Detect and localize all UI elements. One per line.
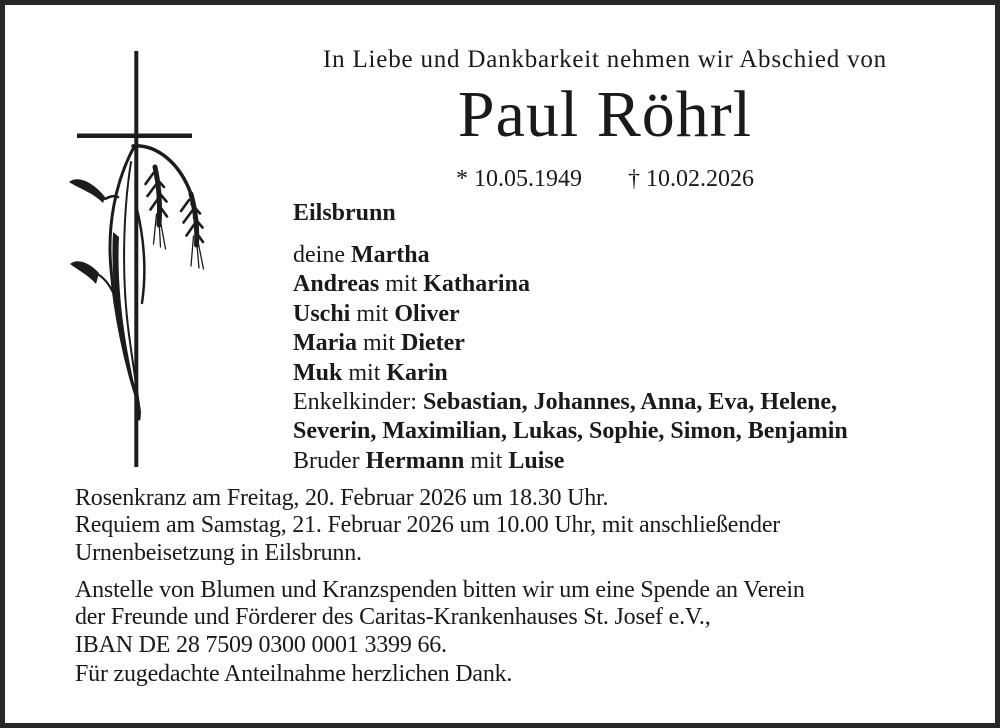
mourner-name: Hermann	[365, 447, 465, 474]
mourner-line	[293, 417, 848, 446]
mourner-connector: mit	[379, 271, 424, 298]
cross-icon	[77, 51, 192, 467]
donation-line: IBAN DE 28 7509 0300 0001 3399 66.	[75, 631, 447, 658]
mourner-connector: mit	[464, 447, 509, 474]
schedule-line: Rosenkranz am Freitag, 20. Februar 2026 um 18.30 Uhr.	[75, 485, 609, 511]
mourner-line	[293, 359, 848, 388]
life-dates	[285, 166, 925, 193]
mourner-connector: mit	[342, 359, 387, 386]
mourner-name: Muk	[293, 359, 343, 386]
death-date: † 10.02.2026	[628, 166, 754, 192]
mourner-prefix: Bruder	[293, 447, 366, 474]
donation-line: Anstelle von Blumen und Kranzspenden bitten wir um eine Spende an Verein	[75, 577, 805, 603]
mourner-connector: mit	[350, 300, 395, 327]
mourner-name: Oliver	[394, 300, 460, 327]
deceased-name: Paul Röhrl	[457, 78, 753, 151]
mourner-name: Severin, Maximilian, Lukas, Sophie, Simon, Benjamin	[293, 418, 848, 445]
mourner-name: Luise	[508, 447, 565, 474]
mourner-name: Martha	[350, 242, 430, 268]
mourner-name: Uschi	[293, 300, 351, 327]
mourner-line	[293, 270, 848, 299]
cross-wheat-icon	[63, 47, 213, 472]
mourner-line	[293, 388, 848, 417]
mourner-line	[293, 329, 848, 358]
mourner-prefix: deine	[293, 242, 351, 268]
mourner-connector: mit	[356, 330, 401, 357]
service-schedule	[75, 485, 780, 567]
birth-date: * 10.05.1949	[456, 166, 582, 192]
location-label: Eilsbrunn	[293, 200, 396, 226]
mourner-line	[293, 447, 848, 476]
mourner-name: Katharina	[423, 271, 530, 298]
mourner-name: Sebastian, Johannes, Anna, Eva, Helene,	[422, 389, 838, 416]
mourner-name: Maria	[293, 330, 357, 357]
mourner-line	[293, 241, 848, 270]
intro-line: In Liebe und Dankbarkeit nehmen wir Abschied von	[323, 46, 887, 73]
mourner-name: Andreas	[293, 271, 380, 298]
donation-info	[75, 577, 805, 659]
cross-wheat-illustration	[63, 47, 213, 472]
mourners-list	[293, 241, 848, 476]
mourner-line	[293, 300, 848, 329]
schedule-line: Requiem am Samstag, 21. Februar 2026 um 10.00 Uhr, mit anschließender	[75, 512, 781, 539]
donation-line: der Freunde und Förderer des Caritas-Krankenhauses St. Josef e.V.,	[75, 604, 711, 631]
thanks-line: Für zugedachte Anteilnahme herzlichen Dank.	[75, 661, 513, 687]
mourner-name: Karin	[386, 359, 448, 386]
mourner-name: Dieter	[401, 330, 465, 357]
schedule-line: Urnenbeisetzung in Eilsbrunn.	[75, 539, 362, 566]
mourner-prefix: Enkelkinder:	[293, 389, 423, 416]
